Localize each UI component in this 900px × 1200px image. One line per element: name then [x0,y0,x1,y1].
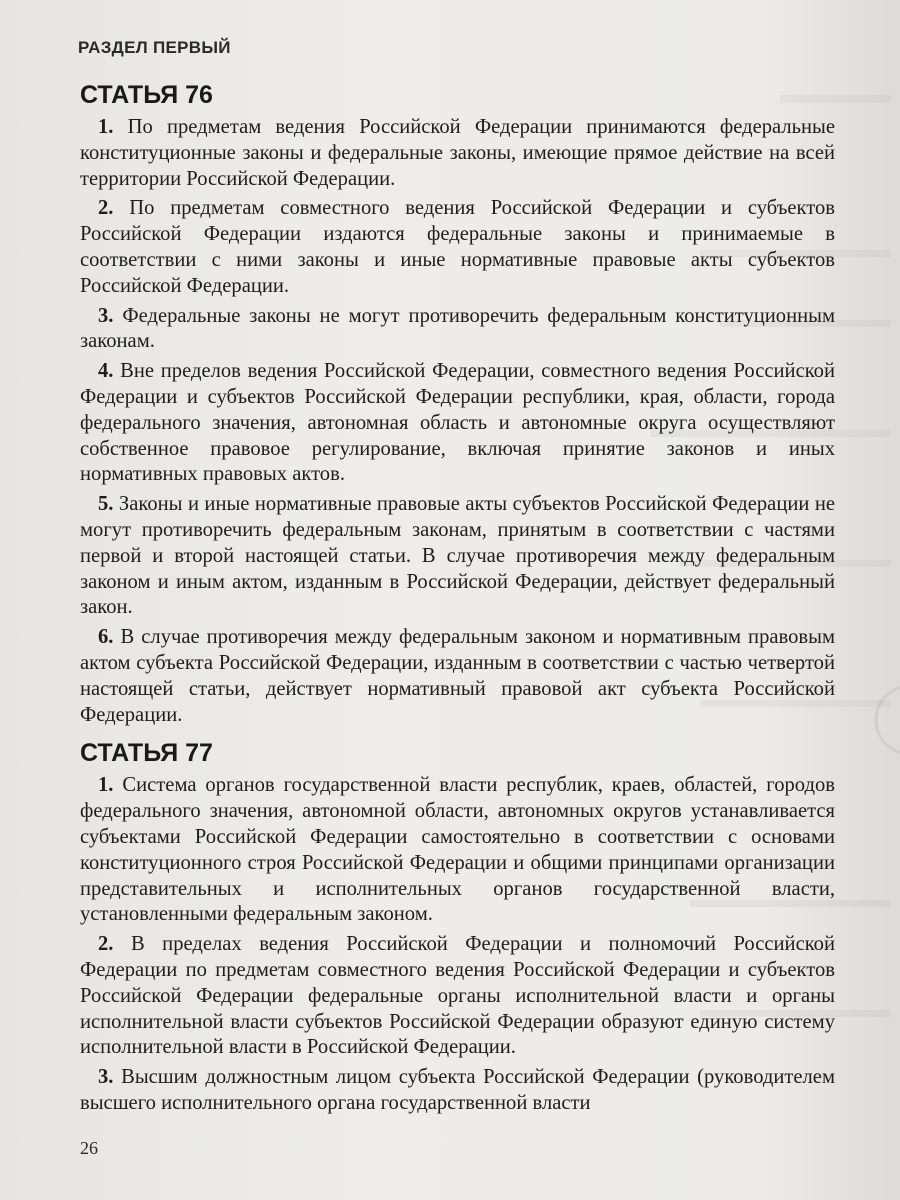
paragraph-number: 2. [98,197,114,220]
paragraph-number: 1. [98,774,114,797]
article-paragraph [80,359,835,488]
paragraph-text: Вне пределов ведения Российской Федерации, совместного ведения Российской Федерации и субъектов Российской Федерации республики, края, области, города федерального значения, автономная область и автономные округа осуществляют собственное правовое регулирование, включая принятие законов и иных нормативных правовых актов. [80,360,835,486]
article-paragraph [80,115,835,192]
paragraph-text: Законы и иные нормативные правовые акты субъектов Российской Федерации не могут противоречить федеральным законам, принятым в соответствии с частями первой и второй настоящей статьи. В случае противоречия между федеральным законом и иным актом, изданным в Российской Федерации, действует федеральный закон. [80,493,835,619]
paragraph-number: 2. [98,933,114,956]
paragraph-number: 3. [98,1066,114,1089]
paragraph-text: Федеральные законы не могут противоречить федеральным конституционным законам. [80,304,835,353]
paragraph-text: По предметам совместного ведения Российской Федерации и субъектов Российской Федерации издаются федеральные законы и принимаемые в соответствии с ними законы и иные нормативные правовые акты субъектов Российской Федерации. [80,197,836,297]
paragraph-text: В пределах ведения Российской Федерации и полномочий Российской Федерации по предметам совместного ведения Российской Федерации и субъектов Российской Федерации федеральные органы исполнительной власти и органы исполнительной власти субъектов Российской Федерации образуют единую систему исполнительной власти в Российской Федерации. [80,933,835,1059]
paragraph-number: 4. [98,360,114,383]
article-paragraph [80,773,835,928]
article-heading: СТАТЬЯ 77 [80,739,213,768]
article-77 [80,738,835,1116]
running-head: РАЗДЕЛ ПЕРВЫЙ [78,38,231,57]
paragraph-text: Высшим должностным лицом субъекта Российской Федерации (руководителем высшего исполнительного органа государственной власти [80,1066,835,1114]
article-paragraph [80,932,835,1061]
article-paragraph [80,196,835,299]
paragraph-number: 3. [98,304,114,327]
paragraph-number: 6. [98,626,114,649]
paragraph-text: По предметам ведения Российской Федерации принимаются федеральные конституционные законы и федеральные законы, имеющие прямое действие на всей территории Российской Федерации. [80,116,835,190]
article-heading: СТАТЬЯ 76 [80,81,213,109]
article-paragraph [80,304,835,356]
paragraph-text: Система органов государственной власти республик, краев, областей, городов федерального значения, автономной области, автономных округов устанавливается субъектами Российской Федерации самостоятельно в соответствии с основами конституционного строя Российской Федерации и общими принципами организации представительных и исполнительных органов государственной власти, установленными федеральным законом. [80,774,835,926]
article-paragraph [80,625,835,728]
article-paragraph [80,1065,835,1117]
paragraph-number: 1. [98,116,114,138]
article-paragraph [80,492,835,621]
paragraph-text: В случае противоречия между федеральным законом и нормативным правовым актом субъекта Российской Федерации, изданным в соответствии с частью четвертой настоящей статьи, действует нормативный правовой акт субъекта Российской Федерации. [80,626,835,726]
article-body [80,80,835,1121]
article-76 [80,80,835,728]
page-number: 26 [80,1138,98,1158]
paragraph-number: 5. [98,493,114,516]
